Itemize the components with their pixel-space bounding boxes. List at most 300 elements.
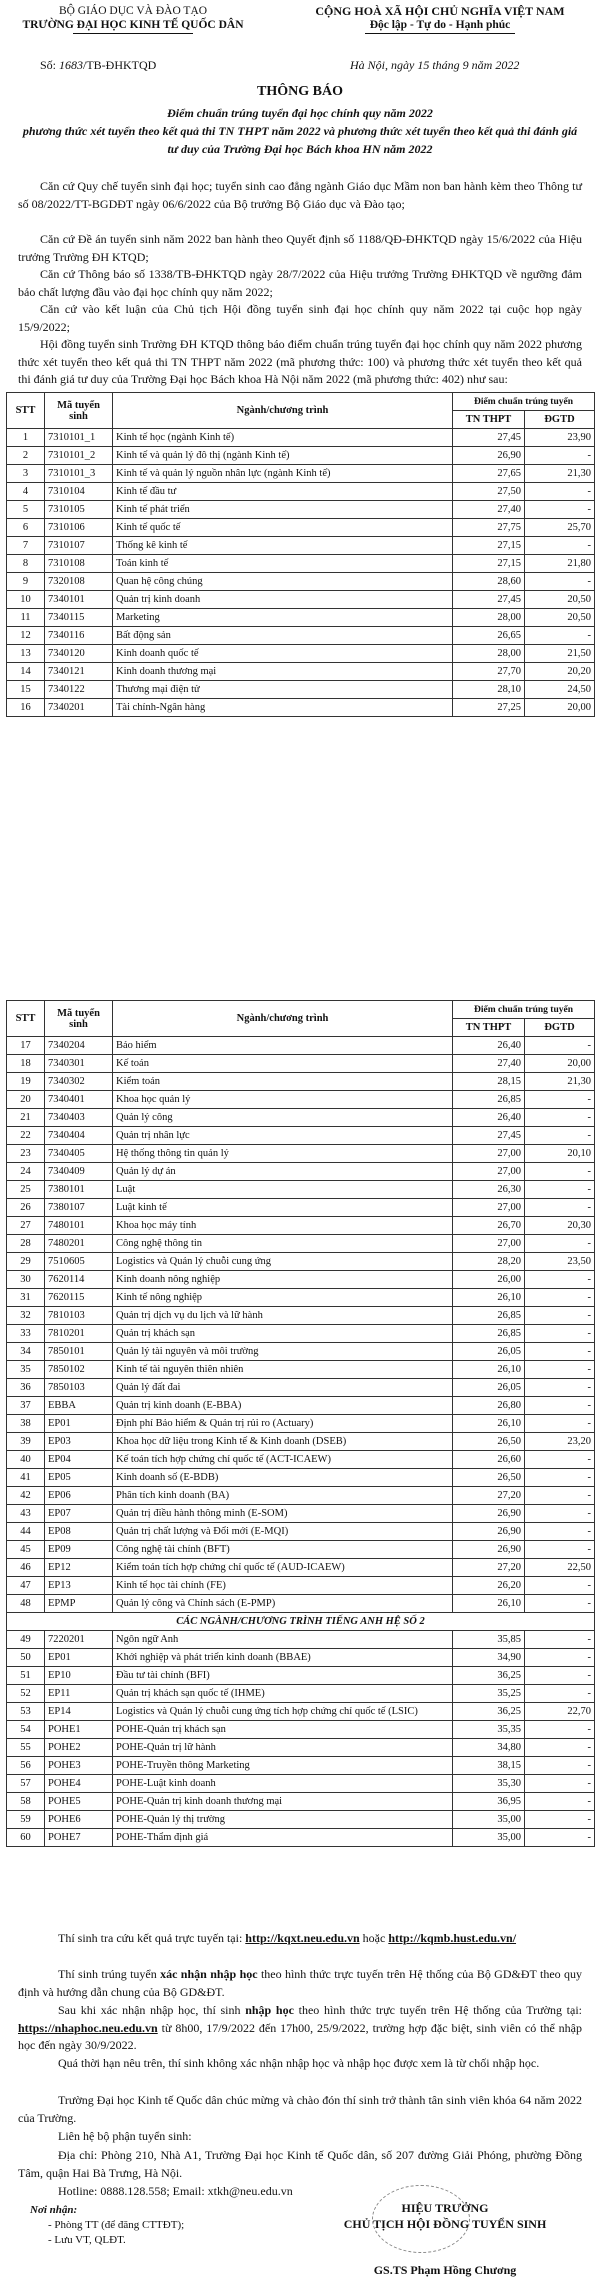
row-program: Kinh doanh thương mại: [113, 663, 453, 681]
row-code: POHE1: [45, 1721, 113, 1739]
confirm-text-2: theo hình thức trực tuyến trên Hệ thống của Bộ GD&ĐT theo quy định và hướng dẫn chung của Bộ GD&ĐT.: [18, 1967, 583, 1999]
header-program: Ngành/chương trình: [113, 393, 453, 429]
row-score-tn: 27,00: [453, 1163, 525, 1181]
row-score-tn: 26,10: [453, 1289, 525, 1307]
document-number: [40, 58, 156, 73]
row-stt: 6: [7, 519, 45, 537]
row-stt: 34: [7, 1343, 45, 1361]
row-score-tn: 27,45: [453, 591, 525, 609]
row-program: Thương mại điện tử: [113, 681, 453, 699]
row-stt: 39: [7, 1433, 45, 1451]
row-score-tn: 34,80: [453, 1739, 525, 1757]
row-stt: 32: [7, 1307, 45, 1325]
table-row: [7, 1829, 595, 1847]
header-dgtd: ĐGTD: [525, 411, 595, 429]
row-program: Kế toán: [113, 1055, 453, 1073]
row-score-tn: 27,00: [453, 1199, 525, 1217]
row-code: POHE2: [45, 1739, 113, 1757]
row-score-dgtd: -: [525, 1757, 595, 1775]
row-stt: 10: [7, 591, 45, 609]
row-score-dgtd: -: [525, 1163, 595, 1181]
row-score-dgtd: -: [525, 1307, 595, 1325]
row-score-tn: 26,85: [453, 1307, 525, 1325]
row-score-dgtd: 22,50: [525, 1559, 595, 1577]
row-program: Kinh tế đầu tư: [113, 483, 453, 501]
row-code: 7380107: [45, 1199, 113, 1217]
score-table-2: [6, 1000, 595, 1847]
row-code: 7850101: [45, 1343, 113, 1361]
row-stt: 21: [7, 1109, 45, 1127]
row-stt: 35: [7, 1361, 45, 1379]
row-stt: 58: [7, 1793, 45, 1811]
row-program: Quản trị dịch vụ du lịch và lữ hành: [113, 1307, 453, 1325]
row-score-tn: 27,20: [453, 1559, 525, 1577]
table-row: [7, 1487, 595, 1505]
row-code: 7310107: [45, 537, 113, 555]
table-row: [7, 1109, 595, 1127]
row-score-dgtd: -: [525, 1577, 595, 1595]
row-program: Kinh tế và quản lý đô thị (ngành Kinh tế): [113, 447, 453, 465]
row-code: 7340201: [45, 699, 113, 717]
row-program: Đầu tư tài chính (BFI): [113, 1667, 453, 1685]
table-row: [7, 1271, 595, 1289]
row-stt: 24: [7, 1163, 45, 1181]
table-row: [7, 1685, 595, 1703]
row-score-tn: 26,90: [453, 447, 525, 465]
row-program: Bảo hiểm: [113, 1037, 453, 1055]
row-program: Hệ thống thông tin quản lý: [113, 1145, 453, 1163]
contact-title: Liên hệ bộ phận tuyển sinh:: [58, 2129, 192, 2143]
table-row: [7, 537, 595, 555]
ministry-name: BỘ GIÁO DỤC VÀ ĐÀO TẠO: [58, 5, 208, 17]
row-code: 7480201: [45, 1235, 113, 1253]
table-row: [7, 1793, 595, 1811]
row-code: 7340409: [45, 1163, 113, 1181]
row-stt: 54: [7, 1721, 45, 1739]
header-stt: STT: [7, 393, 45, 429]
row-code: 7310105: [45, 501, 113, 519]
row-stt: 50: [7, 1649, 45, 1667]
row-program: Khoa học dữ liệu trong Kinh tế & Kinh doanh (DSEB): [113, 1433, 453, 1451]
row-code: EP03: [45, 1433, 113, 1451]
row-stt: 3: [7, 465, 45, 483]
row-stt: 45: [7, 1541, 45, 1559]
row-score-dgtd: -: [525, 501, 595, 519]
row-program: Quản trị chất lượng và Đổi mới (E-MQI): [113, 1523, 453, 1541]
header-code: Mã tuyển sinh: [45, 1001, 113, 1037]
row-score-tn: 26,90: [453, 1541, 525, 1559]
row-score-tn: 36,25: [453, 1703, 525, 1721]
table-row: [7, 681, 595, 699]
header-tn-thpt: TN THPT: [453, 411, 525, 429]
enroll-bold: nhập học: [245, 2003, 294, 2017]
row-stt: 46: [7, 1559, 45, 1577]
row-score-tn: 35,25: [453, 1685, 525, 1703]
row-score-tn: 26,40: [453, 1109, 525, 1127]
row-program: Logistics và Quản lý chuỗi cung ứng tích hợp chứng chỉ quốc tế (LSIC): [113, 1703, 453, 1721]
row-program: Tài chính-Ngân hàng: [113, 699, 453, 717]
table-row: [7, 1757, 595, 1775]
row-score-tn: 26,30: [453, 1181, 525, 1199]
row-code: 7340116: [45, 627, 113, 645]
row-code: 7340302: [45, 1073, 113, 1091]
table-row: [7, 501, 595, 519]
row-program: Khoa học máy tính: [113, 1217, 453, 1235]
row-stt: 19: [7, 1073, 45, 1091]
enroll-text-2: theo hình thức trực tuyến trên Hệ thống của Trường tại:: [298, 2003, 583, 2017]
row-stt: 28: [7, 1235, 45, 1253]
row-stt: 49: [7, 1631, 45, 1649]
row-stt: 55: [7, 1739, 45, 1757]
doc-number-suffix: /TB-ĐHKTQD: [83, 58, 157, 72]
row-program: Quản lý công: [113, 1109, 453, 1127]
row-stt: 51: [7, 1667, 45, 1685]
row-code: 7220201: [45, 1631, 113, 1649]
table-row: [7, 1739, 595, 1757]
row-stt: 30: [7, 1271, 45, 1289]
row-score-dgtd: -: [525, 1721, 595, 1739]
row-code: 7620114: [45, 1271, 113, 1289]
school-name: TRƯỜNG ĐẠI HỌC KINH TẾ QUỐC DÂN: [22, 19, 244, 31]
row-score-tn: 27,65: [453, 465, 525, 483]
row-stt: 52: [7, 1685, 45, 1703]
row-code: 7340404: [45, 1127, 113, 1145]
row-score-dgtd: -: [525, 1505, 595, 1523]
enroll-link[interactable]: https://nhaphoc.neu.edu.vn: [18, 2020, 158, 2035]
row-score-dgtd: -: [525, 1775, 595, 1793]
row-score-dgtd: -: [525, 537, 595, 555]
row-code: EP11: [45, 1685, 113, 1703]
row-score-tn: 28,00: [453, 645, 525, 663]
table-row: [7, 573, 595, 591]
row-code: 7310108: [45, 555, 113, 573]
row-program: Kiểm toán tích hợp chứng chỉ quốc tế (AUD-ICAEW): [113, 1559, 453, 1577]
table-row: [7, 1091, 595, 1109]
row-stt: 33: [7, 1325, 45, 1343]
row-score-dgtd: -: [525, 1235, 595, 1253]
table-row: [7, 1433, 595, 1451]
row-score-dgtd: -: [525, 627, 595, 645]
row-program: Quản lý đất đai: [113, 1379, 453, 1397]
confirm-text: Thí sinh trúng tuyển: [58, 1967, 157, 1981]
row-stt: 25: [7, 1181, 45, 1199]
enroll-note: [18, 2002, 582, 2055]
row-score-dgtd: -: [525, 1271, 595, 1289]
row-stt: 60: [7, 1829, 45, 1847]
row-score-dgtd: 23,50: [525, 1253, 595, 1271]
row-stt: 37: [7, 1397, 45, 1415]
recipients-title: Nơi nhận:: [30, 2204, 78, 2216]
row-score-dgtd: -: [525, 1829, 595, 1847]
row-program: Logistics và Quản lý chuỗi cung ứng: [113, 1253, 453, 1271]
row-score-dgtd: -: [525, 1379, 595, 1397]
row-code: 7310101_1: [45, 429, 113, 447]
row-program: Quản trị khách sạn quốc tế (IHME): [113, 1685, 453, 1703]
row-code: EPMP: [45, 1595, 113, 1613]
row-score-tn: 27,50: [453, 483, 525, 501]
table-row: [7, 1541, 595, 1559]
row-score-tn: 26,65: [453, 627, 525, 645]
row-code: 7480101: [45, 1217, 113, 1235]
confirm-note: [18, 1966, 582, 2001]
row-program: Kinh tế học tài chính (FE): [113, 1577, 453, 1595]
table-row: [7, 1631, 595, 1649]
row-code: EP07: [45, 1505, 113, 1523]
table-row: [7, 1055, 595, 1073]
row-score-tn: 27,25: [453, 699, 525, 717]
row-stt: 53: [7, 1703, 45, 1721]
row-score-tn: 26,40: [453, 1037, 525, 1055]
table-row: [7, 627, 595, 645]
contact-address: Địa chỉ: Phòng 210, Nhà A1, Trường Đại học Kinh tế Quốc dân, số 207 đường Giải Phóng, phường Đồng Tâm, quận Hai Bà Trưng, Hà Nội.: [18, 2148, 582, 2180]
contact-hotline: Hotline: 0888.128.558; Email: xtkh@neu.edu.vn: [58, 2184, 293, 2198]
row-score-dgtd: -: [525, 1649, 595, 1667]
table-row: [7, 447, 595, 465]
paragraph-basis-2: Căn cứ Đề án tuyển sinh năm 2022 ban hành theo Quyết định số 1188/QĐ-ĐHKTQD ngày 15/6/2022 của Hiệu trưởng Trường ĐH KTQD;: [18, 232, 582, 264]
row-score-tn: 26,20: [453, 1577, 525, 1595]
table-row: [7, 1667, 595, 1685]
row-score-tn: 26,85: [453, 1091, 525, 1109]
row-stt: 29: [7, 1253, 45, 1271]
row-score-tn: 27,15: [453, 555, 525, 573]
header-score: Điểm chuẩn trúng tuyển: [453, 1001, 595, 1019]
row-score-dgtd: 25,70: [525, 519, 595, 537]
row-program: Kinh tế và quản lý nguồn nhân lực (ngành Kinh tế): [113, 465, 453, 483]
row-score-dgtd: -: [525, 1595, 595, 1613]
row-score-dgtd: -: [525, 1397, 595, 1415]
row-score-dgtd: 23,20: [525, 1433, 595, 1451]
document-header: [0, 4, 600, 54]
row-stt: 2: [7, 447, 45, 465]
row-score-tn: 36,25: [453, 1667, 525, 1685]
confirm-bold: xác nhận nhập học: [160, 1967, 258, 1981]
table-row: [7, 1397, 595, 1415]
row-score-tn: 26,05: [453, 1379, 525, 1397]
national-motto: Độc lập - Tự do - Hạnh phúc: [369, 19, 511, 31]
row-score-dgtd: 21,80: [525, 555, 595, 573]
row-stt: 8: [7, 555, 45, 573]
row-score-tn: 27,45: [453, 429, 525, 447]
row-score-dgtd: 20,50: [525, 609, 595, 627]
row-score-tn: 35,35: [453, 1721, 525, 1739]
lookup-or: hoặc: [362, 1931, 386, 1945]
row-program: Kinh tế học (ngành Kinh tế): [113, 429, 453, 447]
table-row: [7, 1451, 595, 1469]
table-row: [7, 1307, 595, 1325]
row-score-dgtd: 21,30: [525, 465, 595, 483]
row-program: POHE-Luật kinh doanh: [113, 1775, 453, 1793]
signer-role-1: HIỆU TRƯỞNG: [401, 2201, 489, 2215]
row-code: EP08: [45, 1523, 113, 1541]
motto-underline: [365, 33, 515, 34]
row-program: Luật: [113, 1181, 453, 1199]
row-stt: 56: [7, 1757, 45, 1775]
row-program: Quản trị kinh doanh (E-BBA): [113, 1397, 453, 1415]
row-stt: 27: [7, 1217, 45, 1235]
table-row: [7, 1415, 595, 1433]
row-score-dgtd: -: [525, 1181, 595, 1199]
row-code: POHE7: [45, 1829, 113, 1847]
row-program: Kinh tế tài nguyên thiên nhiên: [113, 1361, 453, 1379]
section-label: CÁC NGÀNH/CHƯƠNG TRÌNH TIẾNG ANH HỆ SỐ 2: [7, 1613, 595, 1631]
row-code: 7310101_2: [45, 447, 113, 465]
row-code: 7850103: [45, 1379, 113, 1397]
row-program: POHE-Quản trị lữ hành: [113, 1739, 453, 1757]
row-code: 7340121: [45, 663, 113, 681]
row-score-tn: 26,10: [453, 1361, 525, 1379]
enroll-text-3: từ 8h00, 17/9/2022 đến 17h00, 25/9/2022, trường hợp đặc biệt, sinh viên có thể nhập học đến ngày 30/9/2022.: [18, 2020, 583, 2052]
table-row: [7, 429, 595, 447]
row-program: Kiểm toán: [113, 1073, 453, 1091]
lookup-note: [18, 1930, 582, 1948]
row-code: EP04: [45, 1451, 113, 1469]
row-code: EBBA: [45, 1397, 113, 1415]
row-code: 7340115: [45, 609, 113, 627]
doc-number-handwritten: 1683: [59, 58, 84, 72]
row-score-dgtd: -: [525, 1811, 595, 1829]
row-code: 7310106: [45, 519, 113, 537]
issuer-underline: [73, 33, 193, 34]
table-row: [7, 609, 595, 627]
header-dgtd: ĐGTD: [525, 1019, 595, 1037]
table-row: [7, 1235, 595, 1253]
row-score-tn: 26,80: [453, 1397, 525, 1415]
row-code: EP05: [45, 1469, 113, 1487]
row-score-dgtd: -: [525, 1631, 595, 1649]
table-row: [7, 1217, 595, 1235]
row-stt: 41: [7, 1469, 45, 1487]
table-row: [7, 1073, 595, 1091]
row-program: Kinh tế quốc tế: [113, 519, 453, 537]
table-row: [7, 1253, 595, 1271]
row-score-dgtd: -: [525, 1739, 595, 1757]
row-score-tn: 26,50: [453, 1469, 525, 1487]
row-score-tn: 27,00: [453, 1145, 525, 1163]
row-score-tn: 35,30: [453, 1775, 525, 1793]
row-score-tn: 26,90: [453, 1505, 525, 1523]
row-code: EP09: [45, 1541, 113, 1559]
signer-name: GS.TS Phạm Hồng Chương: [373, 2263, 517, 2277]
table-row: [7, 663, 595, 681]
row-score-dgtd: -: [525, 1667, 595, 1685]
row-program: Kinh doanh số (E-BDB): [113, 1469, 453, 1487]
row-code: 7340403: [45, 1109, 113, 1127]
row-program: Kinh doanh nông nghiệp: [113, 1271, 453, 1289]
row-program: POHE-Quản trị kinh doanh thương mại: [113, 1793, 453, 1811]
row-program: POHE-Truyền thông Marketing: [113, 1757, 453, 1775]
row-program: Công nghệ thông tin: [113, 1235, 453, 1253]
row-score-dgtd: -: [525, 1037, 595, 1055]
row-score-dgtd: 20,20: [525, 663, 595, 681]
row-program: Quản lý tài nguyên và môi trường: [113, 1343, 453, 1361]
row-stt: 9: [7, 573, 45, 591]
row-score-tn: 34,90: [453, 1649, 525, 1667]
row-score-tn: 35,00: [453, 1811, 525, 1829]
header-program: Ngành/chương trình: [113, 1001, 453, 1037]
row-stt: 48: [7, 1595, 45, 1613]
republic-name: CỘNG HOÀ XÃ HỘI CHỦ NGHĨA VIỆT NAM: [315, 4, 565, 18]
row-program: Kinh doanh quốc tế: [113, 645, 453, 663]
header-tn-thpt: TN THPT: [453, 1019, 525, 1037]
table-row: [7, 1523, 595, 1541]
row-stt: 40: [7, 1451, 45, 1469]
table-row: [7, 1127, 595, 1145]
row-score-dgtd: -: [525, 1199, 595, 1217]
row-program: Công nghệ tài chính (BFT): [113, 1541, 453, 1559]
row-score-dgtd: -: [525, 1289, 595, 1307]
table-row: [7, 1505, 595, 1523]
row-stt: 20: [7, 1091, 45, 1109]
row-stt: 26: [7, 1199, 45, 1217]
row-score-dgtd: -: [525, 1415, 595, 1433]
row-score-dgtd: -: [525, 573, 595, 591]
row-score-dgtd: -: [525, 1685, 595, 1703]
row-score-dgtd: -: [525, 1361, 595, 1379]
row-score-dgtd: -: [525, 447, 595, 465]
row-program: Khoa học quản lý: [113, 1091, 453, 1109]
doc-number-prefix: Số:: [40, 58, 57, 72]
table-row: [7, 1181, 595, 1199]
row-code: 7310101_3: [45, 465, 113, 483]
table-row: [7, 645, 595, 663]
row-stt: 12: [7, 627, 45, 645]
header-code: Mã tuyển sinh: [45, 393, 113, 429]
row-score-dgtd: -: [525, 1109, 595, 1127]
row-program: Bất động sản: [113, 627, 453, 645]
table-row: [7, 1343, 595, 1361]
row-code: 7340401: [45, 1091, 113, 1109]
row-code: 7620115: [45, 1289, 113, 1307]
row-score-dgtd: 20,50: [525, 591, 595, 609]
row-stt: 43: [7, 1505, 45, 1523]
row-score-dgtd: -: [525, 1487, 595, 1505]
table-row: [7, 519, 595, 537]
row-score-dgtd: 23,90: [525, 429, 595, 447]
row-stt: 17: [7, 1037, 45, 1055]
lookup-link-neu[interactable]: http://kqxt.neu.edu.vn: [245, 1931, 360, 1945]
row-stt: 7: [7, 537, 45, 555]
row-program: Marketing: [113, 609, 453, 627]
row-stt: 38: [7, 1415, 45, 1433]
table-row: [7, 1037, 595, 1055]
row-stt: 5: [7, 501, 45, 519]
paragraph-announcement: Hội đồng tuyển sinh Trường ĐH KTQD thông báo điểm chuẩn trúng tuyển đại học chính quy năm 2022 phương thức xét tuyển theo kết quả thi TN THPT năm 2022 (mã phương thức: 100) và phương thức xét tuyển theo kết quả thi đánh giá tư duy của Trường Đại học Bách khoa Hà Nội năm 2022 (mã phương thức: 402) như sau:: [18, 337, 582, 386]
row-stt: 11: [7, 609, 45, 627]
row-score-dgtd: 24,50: [525, 681, 595, 699]
welcome-note: Trường Đại học Kinh tế Quốc dân chúc mừng và chào đón thí sinh trở thành tân sinh viên khóa 64 năm 2022 của Trường.: [18, 2093, 582, 2125]
subtitle-line1: Điểm chuẩn trúng tuyển đại học chính quy năm 2022: [167, 106, 433, 120]
lookup-link-hust[interactable]: http://kqmb.hust.edu.vn/: [388, 1931, 517, 1945]
table-row: [7, 1775, 595, 1793]
row-score-dgtd: 21,50: [525, 645, 595, 663]
row-score-tn: 28,00: [453, 609, 525, 627]
header-score: Điểm chuẩn trúng tuyển: [453, 393, 595, 411]
row-score-tn: 36,95: [453, 1793, 525, 1811]
row-score-dgtd: -: [525, 483, 595, 501]
row-program: Ngôn ngữ Anh: [113, 1631, 453, 1649]
recipient-2: - Lưu VT, QLĐT.: [48, 2234, 126, 2246]
row-code: 7510605: [45, 1253, 113, 1271]
place-date: Hà Nội, ngày 15 tháng 9 năm 2022: [350, 58, 520, 72]
row-code: 7340120: [45, 645, 113, 663]
row-stt: 13: [7, 645, 45, 663]
row-score-tn: 35,00: [453, 1829, 525, 1847]
row-program: Khởi nghiệp và phát triển kinh doanh (BBAE): [113, 1649, 453, 1667]
row-program: Kinh tế phát triển: [113, 501, 453, 519]
table-row: [7, 465, 595, 483]
row-score-tn: 26,90: [453, 1523, 525, 1541]
row-program: POHE-Thẩm định giá: [113, 1829, 453, 1847]
